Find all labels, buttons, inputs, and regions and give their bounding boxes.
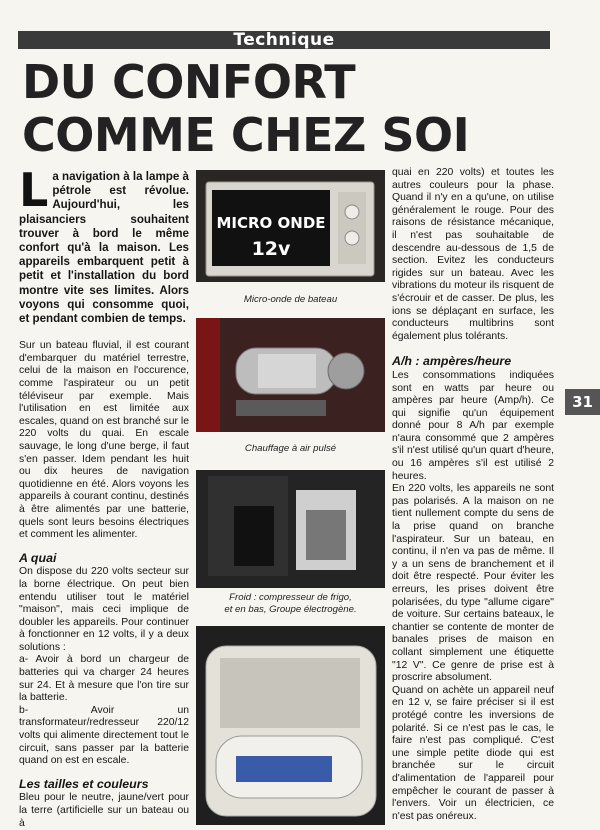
photo-heater: [196, 318, 385, 432]
photo-generator: [196, 626, 385, 825]
tailles-paragraph: Bleu pour le neutre, jaune/vert pour la terre (artificielle sur un bateau ou à: [19, 792, 189, 829]
heading-a-quai: A quai: [19, 550, 57, 565]
quai-option-a: a- Avoir à bord un chargeur de batteries qui va charger 24 heures sur 24. Et à mesure que l'on tire sur la batterie.: [19, 654, 189, 704]
page-number-tab: 31: [565, 389, 600, 415]
quai-paragraph: On dispose du 220 volts secteur sur la borne électrique. On peut bien entendu utiliser tout le matériel "maison", mais ceci implique de doubler les appareils. Pour continuer à fonctionner en 12 volts, il y a deux solutions :: [19, 566, 189, 653]
intro-paragraph: Sur un bateau fluvial, il est courant d'embarquer du matériel terrestre, celui de la maison en l'occurence, comme l'aspirateur ou un petit téléviseur par exemple. Mais l'utilisation en est limitée aux escales, quand on est branché sur le 220 volts du quai. En escale sauvage, le long d'une berge, il faut s'en passer. Idem pendant les huit ou dix heures de navigation quotidienne en été. Alors voyons les appareils à courant continu, destinés à être alimentés par une batterie, quels sont leurs besoins électriques et comment les alimenter.: [19, 340, 189, 541]
caption-fridge: Froid : compresseur de frigo, et en bas, Groupe électrogène.: [224, 592, 357, 615]
right-column: [392, 167, 554, 823]
caption-heater: Chauffage à air pulsé: [244, 443, 337, 454]
caption-microwave: Micro-onde de bateau: [243, 294, 338, 305]
quai-option-b: b- Avoir un transformateur/redresseur 220/12 volts qui alimente directement tout le circuit, sans passer par la batterie quand on est en escale.: [19, 704, 189, 767]
lead-paragraph: [19, 163, 189, 326]
photo-fridge-compressor: [196, 470, 385, 588]
lead-text: a navigation à la lampe à pétrole est révolue. Aujourd'hui, les plaisanciers souhaitent trouver à bord le même confort qu'à la maison. Les appareils embarquent petit à petit et l'installation du bord montre vite ses limites. Alors voyons qui consomme quoi, et pendant combien de temps.: [19, 170, 189, 326]
left-column: [19, 163, 189, 830]
dropcap: L: [19, 163, 49, 217]
fridge-illustration: [196, 470, 385, 588]
headline-line-1: DU CONFORT: [22, 55, 356, 109]
section-bar: [18, 31, 550, 49]
photo-microwave: [196, 170, 385, 282]
ah-paragraph-1: Les consommations indiquées sont en watts par heure ou ampères par heure (Amp/h). Ce qui signifie qu'un équipement donné pour 8 A/h par exemple n'aura consommé que 2 ampères s'il n'est utilisé qu'un quart d'heure, ou 16 ampères s'il est utilisé 2 heures.: [392, 369, 554, 482]
heading-ampere-heure: A/h : ampères/heure: [392, 354, 512, 369]
generator-illustration: [196, 626, 385, 825]
right-paragraph-1: quai en 220 volts) et toutes les autres couleurs pour la phase. Quand il n'y en a qu'une, on utilise généralement le rouge. Pour des raisons de résistance mécanique, il n'est pas souhaitable de descendre au-dessous de 1,5 de section. Evitez les conducteurs rigides sur un bateau. Avec les vibrations du moteur ils risquent de s'écrouir et de casser. De plus, les ions se déplaçant en surface, les conducteurs multibrins sont également plus tolérants.: [392, 167, 554, 342]
microwave-label: MICRO ONDE 12v: [216, 214, 326, 260]
heading-tailles-couleurs: Les tailles et couleurs: [19, 776, 149, 791]
ah-paragraph-3: Quand on achète un appareil neuf en 12 v, se faire préciser si il est protégé contre les inversions de polarité. Si ce n'est pas le cas, le faire n'est pas compliqué. C'est une simple petite diode qui est branchée sur le circuit d'alimentation de l'appareil pour empêcher le courant de passer à l'envers. Voir un électricien, ce n'est pas onéreux.: [392, 684, 554, 822]
headline-line-2: COMME CHEZ SOI: [22, 108, 470, 162]
heater-illustration: [196, 318, 385, 432]
ah-paragraph-2: En 220 volts, les appareils ne sont pas polarisés. A la maison on ne tient nullement compte du sens de la prise quand on branche l'aspirateur. Sur un bateau, en continu, il n'en va pas de même. Il y a un sens de branchement et il doit être respecté. Pour éviter les erreurs, les prises doivent être polarisées, du type "allume cigare" de voiture. Sur certains bateaux, le chantier se contente de monter de banales prises de maison en collant simplement une étiquette "12 V". Ce genre de prise est à proscrire absolument.: [392, 483, 554, 684]
section-label: Technique: [233, 30, 335, 50]
